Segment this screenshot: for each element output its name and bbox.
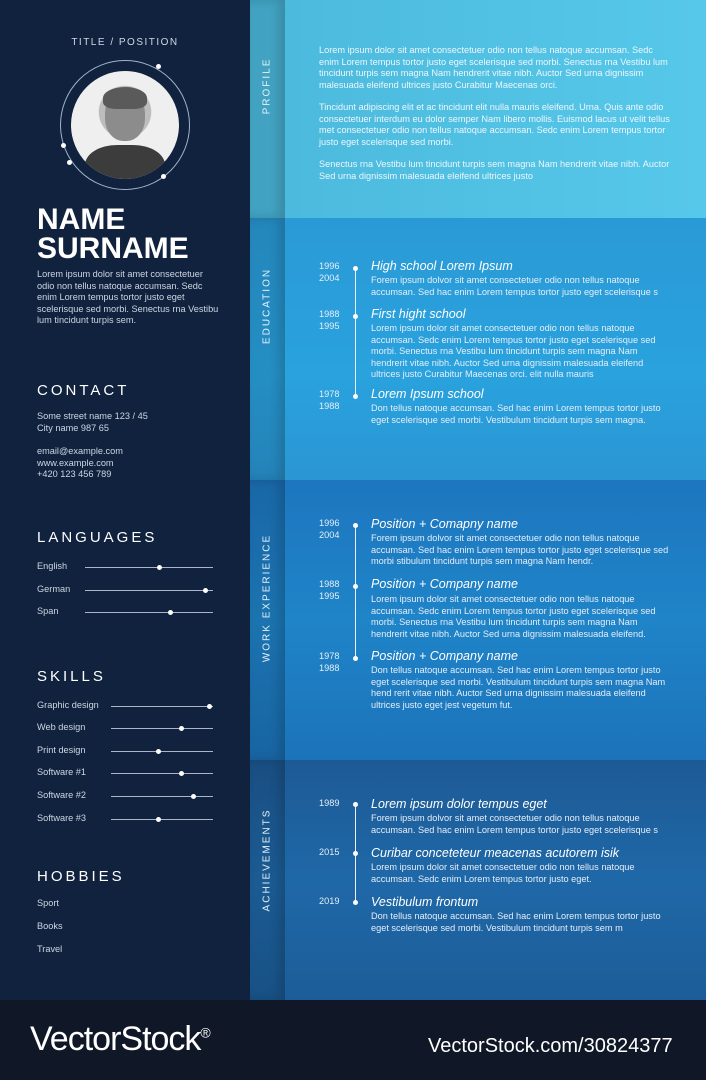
entry-text: Lorem ipsum dolor sit amet consectetuer odio non tellus natoque accumsan. Sedc enim Lorem tempus tortor justo eget scelerisque sed morbi. Senectus rna Vestibu lum tincidunt turpis sem magna Nam hendrerit vitae nibh. Auctor Sed urna dignissim malesuada eleifend ultrices justo Curabitur Maecenas orci. elit nulla mauris [371,323,656,379]
entry-text: Lorem ipsum dolor sit amet consectetuer odio non tellus natoque accumsan. Sedc enim Lorem tempus tortor justo eget. [371,862,635,884]
language-label: English [37,561,68,571]
entry-title: Position + Company name [371,577,518,591]
timeline-dot [353,900,358,905]
ring-dot [156,64,161,69]
level-knob [157,565,162,570]
skill-row [37,813,213,827]
level-line [85,567,213,568]
watermark-url: VectorStock.com/30824377 [428,1035,673,1057]
profile-label: PROFILE [261,57,273,115]
education-label: EDUCATION [261,267,273,345]
education-section [250,218,706,480]
ring-dot [61,143,66,148]
profile-paragraph: Tincidunt adipiscing elit et ac tincidunt elit nulla mauris eleifend. Urna. Quis ante odio consectetuer interdum eu dolor semper Nam libero mollis. Euismod lacus ut velit tellus met consectetuer odio non tellus natoque accumsan. Sedc enim Lorem tempus tortor justo eget scelerisque sed morbi. [319,102,670,147]
language-row [37,561,213,575]
timeline-dot [353,584,358,589]
timeline-line [355,268,356,396]
entry-title: First hight school [371,307,466,321]
level-line [111,796,213,797]
profile-paragraph: Lorem ipsum dolor sit amet consectetuer odio non tellus natoque accumsan. Sedc enim Lorem tempus tortor justo eget scelerisque sed morbi. Senectus rna Vestibu lum tincidunt turpis sem magna Nam hendrerit vitae nibh. Auctor Sed urna dignissim malesuada eleifend ultrices justo Curabitur Maecenas orci. [319,45,668,90]
entry-year: 1989 [319,798,340,808]
main-content [250,0,706,1000]
title-position: TITLE / POSITION [71,37,179,48]
timeline-dot [353,656,358,661]
timeline-dot [353,266,358,271]
entry-text: Forem ipsum dolvor sit amet consectetuer odio non tellus natoque accumsan. Sed hac enim Lorem tempus tortor justo eget scelerisque sed morbi stibulum tincidunt turpis sem magna Nam hendr. [371,533,669,566]
hobby-item: Books [37,921,63,931]
level-knob [179,726,184,731]
level-line [111,819,213,820]
entry-years: 1978 1988 [319,389,340,411]
timeline-dot [353,394,358,399]
entry-title: Lorem Ipsum school [371,387,484,401]
first-name: NAME [37,203,126,236]
level-knob [168,610,173,615]
level-line [111,728,213,729]
entry-text: Don tellus natoque accumsan. Sed hac enim Lorem tempus tortor justo eget scelerisque sed morbi. Vestibulum tincidunt turpis sem m [371,911,661,933]
skill-label: Software #1 [37,767,87,777]
ring-dot [161,174,166,179]
hobby-item: Travel [37,944,63,954]
street: Some street name 123 / 45 [37,411,148,421]
city: City name 987 65 [37,422,110,433]
profile-paragraph: Senectus rna Vestibu lum tincidunt turpis sem magna Nam hendrerit vitae nibh. Auctor Sed urna dignissim malesuada eleifend ultrices justo [319,159,670,181]
level-knob [191,794,196,799]
entry-years: 1978 1988 [319,651,340,673]
skill-label: Print design [37,745,86,755]
timeline-line [355,525,356,658]
contact-details [37,446,123,481]
sidebar [0,0,250,1000]
phone: +420 123 456 789 [37,469,112,479]
entry-title: High school Lorem Ipsum [371,259,513,273]
level-knob [179,771,184,776]
achievements-section [250,760,706,1000]
skill-row [37,700,213,714]
name-heading [37,205,189,263]
ring-dot [67,160,72,165]
skills-title: SKILLS [37,668,106,685]
email[interactable]: email@example.com [37,446,123,456]
level-line [111,751,213,752]
registered-mark: ® [200,1024,210,1041]
watermark-bar [0,1000,706,1080]
level-line [85,590,213,591]
languages-title: LANGUAGES [37,529,158,546]
timeline-dot [353,851,358,856]
level-line [111,773,213,774]
entry-title: Position + Company name [371,649,518,663]
entry-title: Vestibulum frontum [371,895,479,909]
work-label: WORK EXPERIENCE [261,533,273,663]
level-knob [207,704,212,709]
surname: SURNAME [37,232,189,265]
section-tab [250,218,285,480]
skill-row [37,722,213,736]
level-line [111,706,213,707]
language-row [37,606,213,620]
entry-text: Don tellus natoque accumsan. Sed hac enim Lorem tempus tortor justo eget scelerisque sed morbi. Vestibulum tincidunt turpis sem magna. [371,403,661,425]
language-label: German [37,584,71,594]
entry-title: Position + Comapny name [371,517,518,531]
entry-year: 2015 [319,847,340,857]
hobbies-title: HOBBIES [37,868,125,885]
entry-years: 1996 2004 [319,518,340,540]
entry-years: 1996 2004 [319,261,340,283]
skill-label: Graphic design [37,700,99,710]
skill-row [37,790,213,804]
profile-photo [60,60,190,190]
language-row [37,584,213,598]
entry-title: Curibar conceteteur meacenas acutorem isik [371,846,620,860]
entry-text: Forem ipsum dolvor sit amet consectetuer odio non tellus natoque accumsan. Sed hac enim Lorem tempus tortor justo eget scelerisque s [371,275,658,297]
entry-text: Forem ipsum dolvor sit amet consectetuer odio non tellus natoque accumsan. Sed hac enim Lorem tempus tortor justo eget scelerisque s [371,813,658,835]
entry-years: 1988 1995 [319,579,340,601]
skill-label: Web design [37,722,86,732]
intro-text: Lorem ipsum dolor sit amet consectetuer odio non tellus natoque accumsan. Sedc enim Lorem tempus tortor justo eget scelerisque sed morbi. Senectus rna Vestibu lum tincidunt turpis sem. [37,269,219,325]
watermark-logo [30,1020,210,1059]
level-line [85,612,213,613]
entry-year: 2019 [319,896,340,906]
level-knob [156,817,161,822]
timeline-dot [353,314,358,319]
language-label: Span [37,606,59,616]
contact-address [37,411,148,434]
entry-title: Lorem ipsum dolor tempus eget [371,797,547,811]
profile-section [250,0,706,218]
timeline-dot [353,802,358,807]
level-knob [203,588,208,593]
entry-years: 1988 1995 [319,309,340,331]
skill-row [37,767,213,781]
skill-label: Software #3 [37,813,87,823]
entry-text: Lorem ipsum dolor sit amet consectetuer odio non tellus natoque accumsan. Sedc enim Lorem tempus tortor justo eget scelerisque sed morbi. Senectus rna Vestibu lum tincidunt turpis sem magna Nam hendrerit vitae nibh. Auctor Sed urna dignissim malesuada eleifend. [371,594,656,639]
entry-text: Don tellus natoque accumsan. Sed hac enim Lorem tempus tortor justo eget scelerisque sed morbi. Vestibulum tincidunt turpis sem magna Nam hend rerit vitae nibh. Auctor Sed urna dignissim malesuada eleifend ultrices justo eget jest vegetum fut. [371,665,666,710]
website[interactable]: www.example.com [37,457,114,468]
avatar [71,71,179,179]
level-knob [156,749,161,754]
contact-title: CONTACT [37,382,130,399]
work-section [250,480,706,760]
brand-name: VectorStock [30,1020,201,1058]
hobby-item: Sport [37,898,59,908]
achievements-label: ACHIEVEMENTS [261,808,273,912]
skill-row [37,745,213,759]
skill-label: Software #2 [37,790,87,800]
timeline-dot [353,523,358,528]
